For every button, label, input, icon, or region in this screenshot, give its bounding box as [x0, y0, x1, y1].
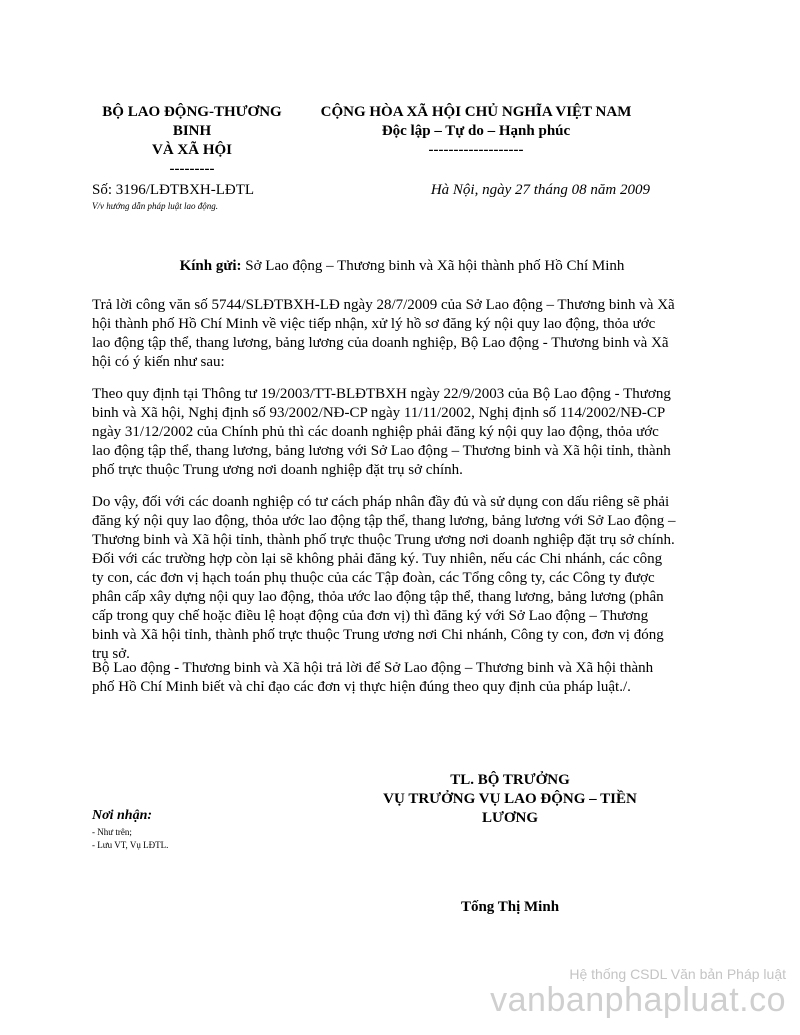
- text-line: ngày 31/12/2002 của Chính phủ thì các doanh nghiệp phải đăng ký nội quy lao động, thỏa ước: [92, 424, 659, 440]
- ministry-header: [92, 103, 292, 179]
- paragraph-3: [92, 493, 712, 664]
- watermark-tagline: Hệ thống CSDL Văn bản Pháp luật: [569, 966, 786, 982]
- paragraph-1: [92, 296, 712, 372]
- text-line: Thương binh và Xã hội tỉnh, thành phố trực thuộc Trung ương nơi doanh nghiệp đặt trụ sở chính.: [92, 532, 675, 548]
- signature-block: [360, 771, 660, 828]
- paragraph-2: [92, 385, 712, 480]
- text-line: Đối với các trường hợp còn lại sẽ không phải đăng ký. Tuy nhiên, nếu các Chi nhánh, các công: [92, 551, 663, 567]
- paragraph-4: [92, 659, 712, 697]
- recipients-list: [92, 826, 168, 852]
- text-line: binh và Xã hội, Nghị định số 93/2002/NĐ-CP ngày 11/11/2002, Nghị định số 114/2002/NĐ-CP: [92, 405, 666, 421]
- ministry-divider: ---------: [169, 161, 215, 177]
- text-line: lao động tập thể, thang lương, bảng lương với Sở Lao động – Thương binh và Xã hội tỉnh, thành: [92, 443, 671, 459]
- text-line: trụ sở.: [92, 646, 130, 662]
- ministry-line: VÀ XÃ HỘI: [151, 142, 232, 158]
- recipient-item: - Lưu VT, Vụ LĐTL.: [92, 840, 169, 850]
- text-line: phân cấp xây dựng nội quy lao động, thỏa ước lao động tập thể, thang lương, bảng lương (phân: [92, 589, 664, 605]
- national-divider: -------------------: [428, 142, 524, 158]
- recipients-label: Nơi nhận:: [92, 808, 153, 823]
- recipient-item: - Như trên;: [92, 827, 132, 837]
- text-line: ty con, các đơn vị hạch toán phụ thuộc của các Tập đoàn, các Tổng công ty, các Công ty được: [92, 570, 655, 586]
- signature-position: VỤ TRƯỞNG VỤ LAO ĐỘNG – TIỀN: [383, 791, 637, 807]
- national-title: CỘNG HÒA XÃ HỘI CHỦ NGHĨA VIỆT NAM: [320, 104, 632, 120]
- text-line: Trả lời công văn số 5744/SLĐTBXH-LĐ ngày 28/7/2009 của Sở Lao động – Thương binh và Xã: [92, 297, 675, 313]
- signature-title: TL. BỘ TRƯỞNG: [450, 772, 570, 788]
- document-date: Hà Nội, ngày 27 tháng 08 năm 2009: [430, 182, 650, 198]
- ministry-line: BINH: [172, 123, 212, 139]
- national-header: [300, 103, 652, 160]
- text-line: cấp trong quy chế hoặc điều lệ hoạt động của đơn vị) thì đăng ký với Sở Lao động – Thương: [92, 608, 649, 624]
- text-line: Do vậy, đối với các doanh nghiệp có tư cách pháp nhân đầy đủ và sử dụng con dấu riêng sẽ phải: [92, 494, 670, 510]
- text-line: lao động tập thể, thang lương, bảng lương của doanh nghiệp, Bộ Lao động - Thương binh và Xã: [92, 335, 669, 351]
- national-motto: Độc lập – Tự do – Hạnh phúc: [381, 123, 571, 139]
- signer-name: Tống Thị Minh: [460, 899, 560, 915]
- addressee: [92, 258, 712, 275]
- signature-position: LƯƠNG: [481, 810, 539, 826]
- text-line: hội có ý kiến như sau:: [92, 354, 225, 370]
- text-line: hội thành phố Hồ Chí Minh về việc tiếp nhận, xử lý hồ sơ đăng ký nội quy lao động, thỏa ước: [92, 316, 656, 332]
- ministry-line: BỘ LAO ĐỘNG-THƯƠNG: [102, 104, 282, 120]
- document-number: Số: 3196/LĐTBXH-LĐTL: [92, 182, 255, 198]
- text-line: đăng ký nội quy lao động, thỏa ước lao động tập thể, thang lương, bảng lương với Sở Lao động –: [92, 513, 676, 529]
- text-line: Theo quy định tại Thông tư 19/2003/TT-BLĐTBXH ngày 22/9/2003 của Bộ Lao động - Thương: [92, 386, 671, 402]
- text-line: Bộ Lao động - Thương binh và Xã hội trả lời để Sở Lao động – Thương binh và Xã hội thành: [92, 660, 654, 676]
- text-line: binh và Xã hội tỉnh, thành phố trực thuộc Trung ương nơi Chi nhánh, Công ty con, đơn vị đóng: [92, 627, 664, 643]
- addressee-label: Kính gửi:: [179, 258, 242, 274]
- text-line: phố Hồ Chí Minh biết và chỉ đạo các đơn vị thực hiện đúng theo quy định của pháp luật./.: [92, 679, 631, 695]
- document-subject: V/v hướng dẫn pháp luật lao động.: [92, 201, 218, 211]
- watermark-site: vanbanphapluat.co: [490, 981, 786, 1019]
- addressee-name: Sở Lao động – Thương binh và Xã hội thành phố Hồ Chí Minh: [241, 258, 625, 274]
- text-line: phố trực thuộc Trung ương nơi doanh nghiệp đặt trụ sở chính.: [92, 462, 463, 478]
